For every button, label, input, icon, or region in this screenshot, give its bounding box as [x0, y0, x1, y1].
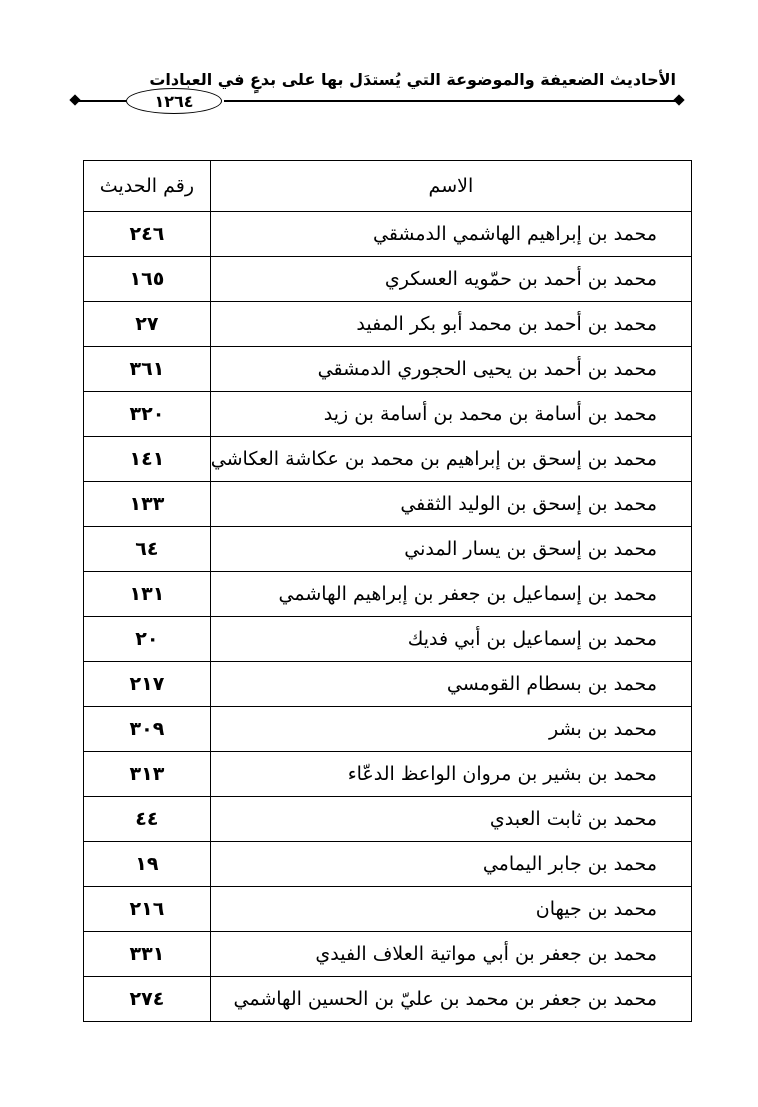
hadith-number: ٣١٣	[84, 752, 211, 797]
table-row	[84, 572, 692, 617]
narrator-name: محمد بن جيهان	[210, 887, 691, 932]
table-row	[84, 257, 692, 302]
hadith-number: ١٩	[84, 842, 211, 887]
narrator-name: محمد بن أحمد بن يحيى الحجوري الدمشقي	[210, 347, 691, 392]
narrator-name: محمد بن جعفر بن محمد بن عليّ بن الحسين الهاشمي	[210, 977, 691, 1022]
column-header-name: الاسم	[210, 161, 691, 212]
hadith-number: ٢٤٦	[84, 212, 211, 257]
hadith-number: ١٣٣	[84, 482, 211, 527]
narrator-name: محمد بن أحمد بن محمد أبو بكر المفيد	[210, 302, 691, 347]
hadith-number: ٣٠٩	[84, 707, 211, 752]
hadith-number: ٢١٧	[84, 662, 211, 707]
table-row	[84, 977, 692, 1022]
table-row	[84, 212, 692, 257]
table-row	[84, 527, 692, 572]
table-row	[84, 662, 692, 707]
hadith-number: ١٤١	[84, 437, 211, 482]
column-header-hadith-number: رقم الحديث	[84, 161, 211, 212]
narrator-name: محمد بن جعفر بن أبي مواتية العلاف الفيدي	[210, 932, 691, 977]
narrator-name: محمد بن إسماعيل بن أبي فديك	[210, 617, 691, 662]
hadith-number: ٣٣١	[84, 932, 211, 977]
table-header-row	[84, 161, 692, 212]
page-number: ١٢٦٤	[126, 88, 222, 114]
narrator-name: محمد بن إسحق بن إبراهيم بن محمد بن عكاشة العكاشي	[210, 437, 691, 482]
narrator-name: محمد بن بشير بن مروان الواعظ الدعّاء	[210, 752, 691, 797]
narrator-name: محمد بن إبراهيم الهاشمي الدمشقي	[210, 212, 691, 257]
running-title: الأحاديث الضعيفة والموضوعة التي يُستدَل بها على بدعٍ في العبادات	[149, 70, 676, 89]
hadith-number: ٢٧	[84, 302, 211, 347]
table-row	[84, 302, 692, 347]
names-index-table	[83, 160, 692, 1022]
header-rule-right	[224, 100, 680, 102]
page-header	[0, 0, 758, 120]
hadith-number: ٢١٦	[84, 887, 211, 932]
table-row	[84, 797, 692, 842]
narrator-name: محمد بن بسطام القومسي	[210, 662, 691, 707]
table-row	[84, 842, 692, 887]
hadith-number: ٣٦١	[84, 347, 211, 392]
table-row	[84, 887, 692, 932]
narrator-name: محمد بن بشر	[210, 707, 691, 752]
narrator-name: محمد بن إسحق بن يسار المدني	[210, 527, 691, 572]
table-row	[84, 347, 692, 392]
hadith-number: ١٦٥	[84, 257, 211, 302]
table-row	[84, 932, 692, 977]
narrator-name: محمد بن إسحق بن الوليد الثقفي	[210, 482, 691, 527]
narrator-name: محمد بن جابر اليمامي	[210, 842, 691, 887]
table-row	[84, 752, 692, 797]
narrator-name: محمد بن أحمد بن حمّويه العسكري	[210, 257, 691, 302]
right-diamond-ornament	[673, 94, 684, 105]
hadith-number: ٢٧٤	[84, 977, 211, 1022]
table-row	[84, 482, 692, 527]
narrator-name: محمد بن ثابت العبدي	[210, 797, 691, 842]
table-row	[84, 437, 692, 482]
table-row	[84, 392, 692, 437]
table-row	[84, 707, 692, 752]
hadith-number: ٤٤	[84, 797, 211, 842]
header-rule-left	[76, 100, 126, 102]
narrator-name: محمد بن إسماعيل بن جعفر بن إبراهيم الهاشمي	[210, 572, 691, 617]
hadith-number: ١٣١	[84, 572, 211, 617]
hadith-number: ٢٠	[84, 617, 211, 662]
hadith-number: ٣٢٠	[84, 392, 211, 437]
table-row	[84, 617, 692, 662]
narrator-name: محمد بن أسامة بن محمد بن أسامة بن زيد	[210, 392, 691, 437]
hadith-number: ٦٤	[84, 527, 211, 572]
